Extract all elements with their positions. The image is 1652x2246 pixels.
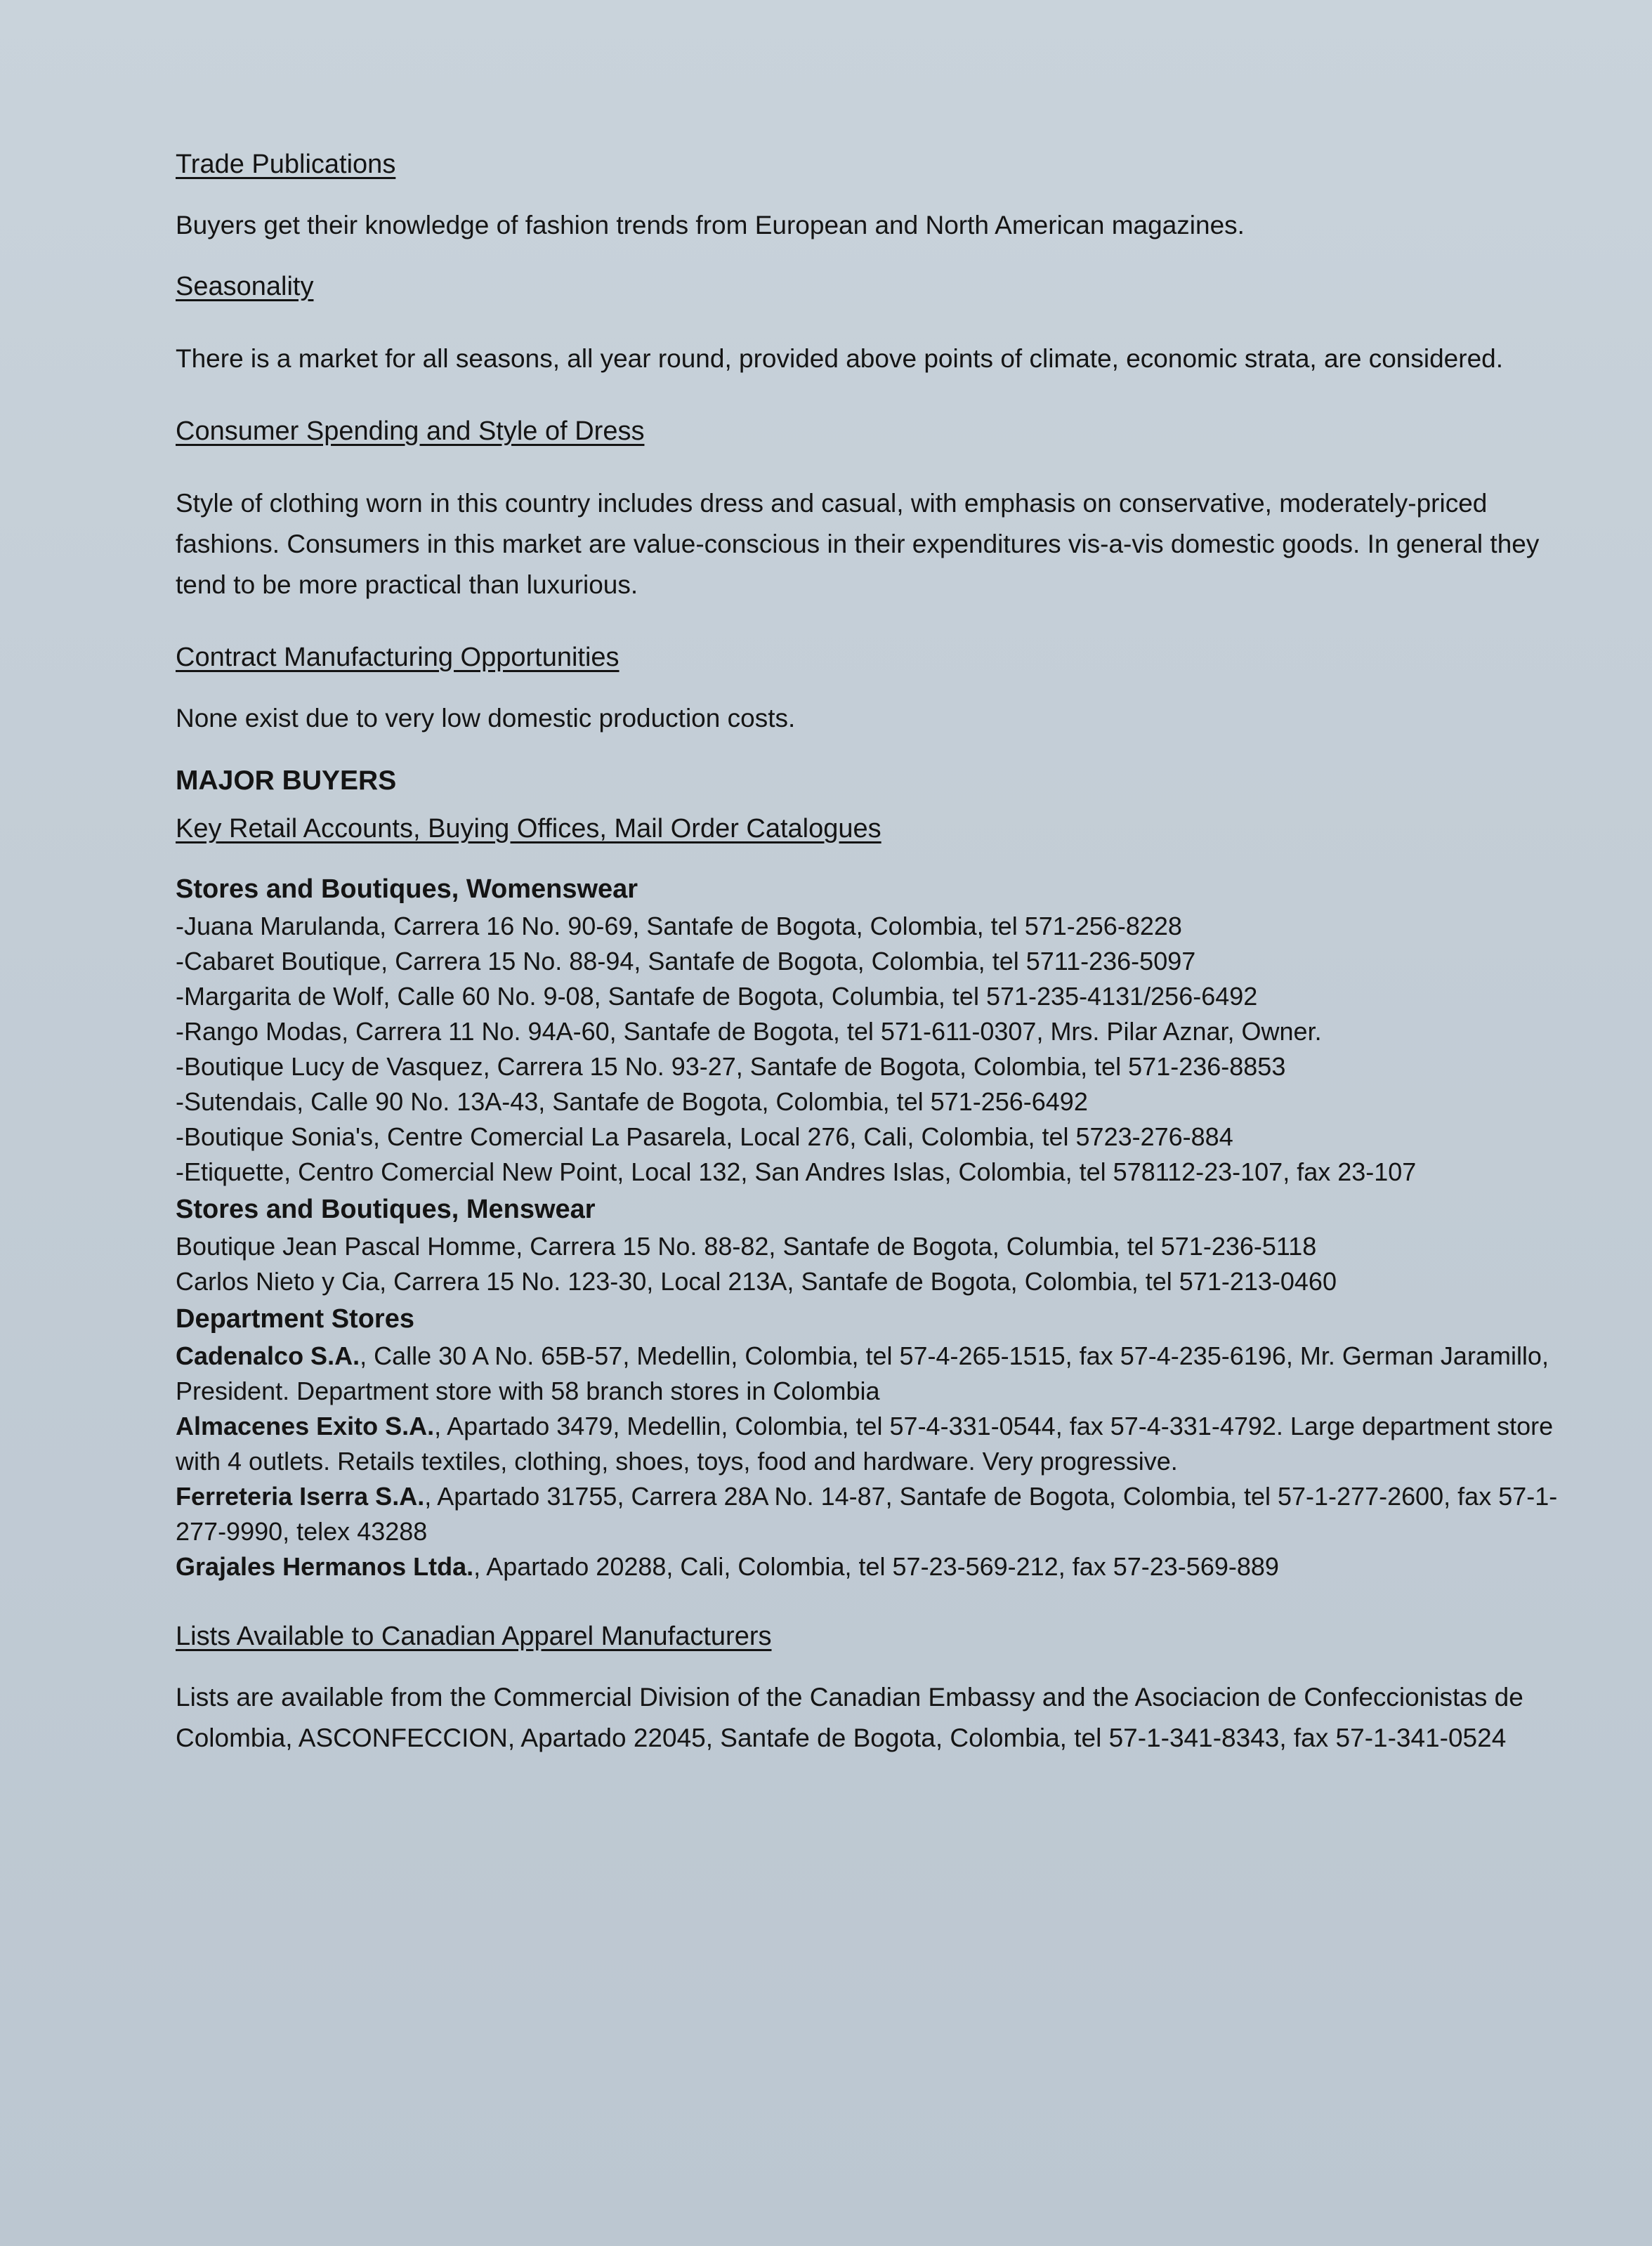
menswear-heading: Stores and Boutiques, Menswear	[176, 1195, 596, 1224]
list-item: -Margarita de Wolf, Calle 60 No. 9-08, Santafe de Bogota, Columbia, tel 571-235-4131/256-6492	[176, 982, 1258, 1011]
store-details: , Apartado 31755, Carrera 28A No. 14-87, Santafe de Bogota, Colombia, tel 57-1-277-2600, fax 57-1-277-9990, telex 43288	[176, 1482, 1558, 1546]
list-item: -Juana Marulanda, Carrera 16 No. 90-69, Santafe de Bogota, Colombia, tel 571-256-8228	[176, 912, 1182, 940]
consumer-spending-heading: Consumer Spending and Style of Dress	[176, 416, 645, 446]
consumer-spending-text: Style of clothing worn in this country includes dress and casual, with emphasis on conservative, moderately-priced fashions. Consumers in this market are value-conscious in their expenditures vis-a-vis domestic goods. In general they tend to be more practical than luxurious.	[176, 489, 1540, 599]
contract-manufacturing-heading: Contract Manufacturing Opportunities	[176, 643, 620, 672]
list-item	[176, 1479, 1573, 1549]
list-item	[176, 1549, 1573, 1584]
store-name: Grajales Hermanos Ltda.	[176, 1552, 474, 1581]
list-item: Boutique Jean Pascal Homme, Carrera 15 No. 88-82, Santafe de Bogota, Columbia, tel 571-236-5118	[176, 1232, 1317, 1261]
womenswear-heading: Stores and Boutiques, Womenswear	[176, 874, 638, 904]
seasonality-heading: Seasonality	[176, 272, 314, 301]
major-buyers-heading: MAJOR BUYERS	[176, 766, 397, 796]
list-item: -Cabaret Boutique, Carrera 15 No. 88-94, Santafe de Bogota, Colombia, tel 5711-236-5097	[176, 947, 1196, 976]
list-item: -Sutendais, Calle 90 No. 13A-43, Santafe de Bogota, Colombia, tel 571-256-6492	[176, 1087, 1088, 1116]
store-name: Ferreteria Iserra S.A.	[176, 1482, 425, 1511]
department-stores-heading: Department Stores	[176, 1304, 414, 1334]
list-item	[176, 1409, 1573, 1479]
trade-publications-text: Buyers get their knowledge of fashion trends from European and North American magazines.	[176, 211, 1245, 239]
trade-publications-heading: Trade Publications	[176, 150, 396, 179]
list-item: -Rango Modas, Carrera 11 No. 94A-60, Santafe de Bogota, tel 571-611-0307, Mrs. Pilar Aznar, Owner.	[176, 1017, 1322, 1046]
store-details: , Apartado 20288, Cali, Colombia, tel 57-23-569-212, fax 57-23-569-889	[473, 1552, 1279, 1581]
list-item: -Boutique Lucy de Vasquez, Carrera 15 No. 93-27, Santafe de Bogota, Colombia, tel 571-236-8853	[176, 1052, 1286, 1081]
seasonality-text: There is a market for all seasons, all year round, provided above points of climate, economic strata, are considered.	[176, 344, 1503, 373]
list-item: Carlos Nieto y Cia, Carrera 15 No. 123-30, Local 213A, Santafe de Bogota, Colombia, tel 571-213-0460	[176, 1267, 1337, 1296]
lists-available-text: Lists are available from the Commercial Division of the Canadian Embassy and the Asociacion de Confeccionistas de Colombia, ASCONFECCION, Apartado 22045, Santafe de Bogota, Colombia, tel 57-1-341-8343, fax 57-1-341-0524	[176, 1683, 1523, 1752]
lists-available-heading: Lists Available to Canadian Apparel Manufacturers	[176, 1622, 772, 1651]
document-content	[176, 147, 1573, 1759]
store-details: , Calle 30 A No. 65B-57, Medellin, Colombia, tel 57-4-265-1515, fax 57-4-235-6196, Mr. German Jaramillo, President. Department store with 58 branch stores in Colombia	[176, 1341, 1549, 1405]
store-name: Almacenes Exito S.A.	[176, 1412, 435, 1440]
list-item: -Etiquette, Centro Comercial New Point, Local 132, San Andres Islas, Colombia, tel 578112-23-107, fax 23-107	[176, 1157, 1417, 1186]
list-item: -Boutique Sonia's, Centre Comercial La Pasarela, Local 276, Cali, Colombia, tel 5723-276-884	[176, 1122, 1233, 1151]
list-item	[176, 1339, 1573, 1409]
key-retail-accounts-heading: Key Retail Accounts, Buying Offices, Mail Order Catalogues	[176, 814, 881, 843]
contract-manufacturing-text: None exist due to very low domestic production costs.	[176, 704, 796, 733]
store-details: , Apartado 3479, Medellin, Colombia, tel 57-4-331-0544, fax 57-4-331-4792. Large department store with 4 outlets. Retails textiles, clothing, shoes, toys, food and hardware. Very progressive.	[176, 1412, 1554, 1476]
store-name: Cadenalco S.A.	[176, 1341, 360, 1370]
